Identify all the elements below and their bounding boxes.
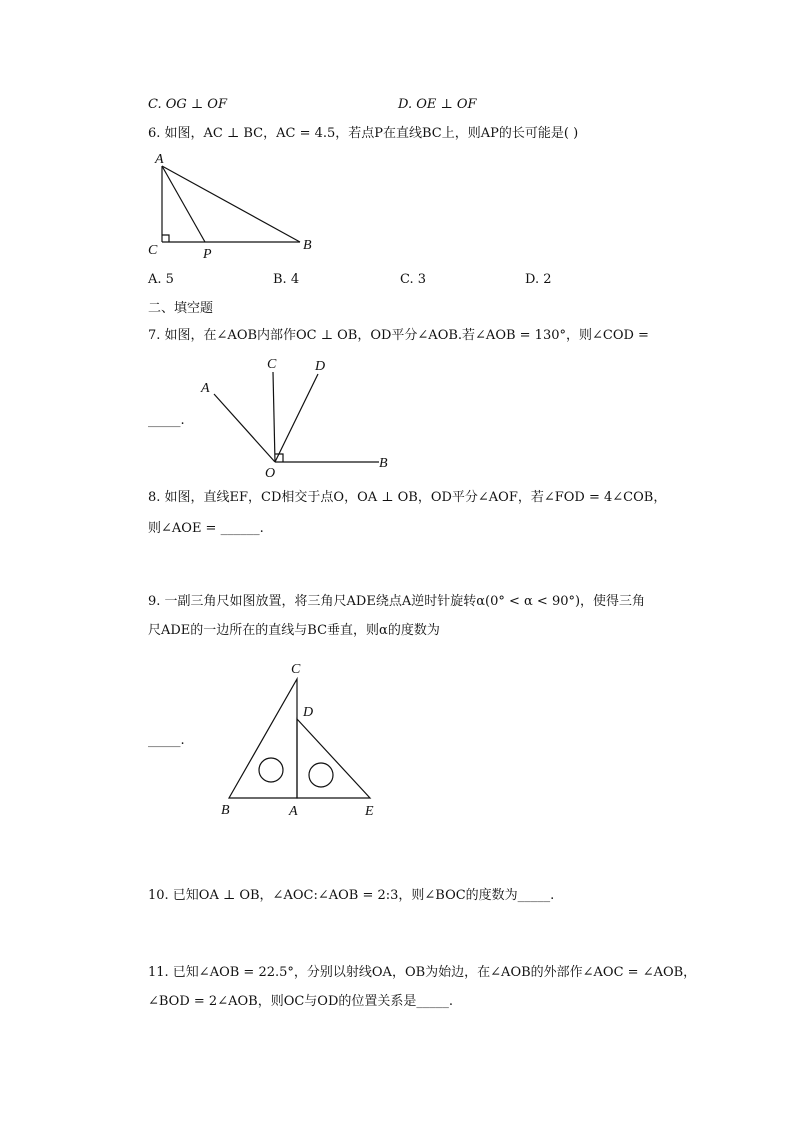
q9-label-d: D bbox=[303, 705, 314, 720]
q9-figure bbox=[215, 655, 395, 825]
q9-circle-right bbox=[309, 763, 333, 787]
q6-label-b: B bbox=[303, 238, 312, 253]
q9-label-a: A bbox=[289, 804, 298, 819]
q7-label-c: C bbox=[267, 357, 277, 372]
q7-label-a: A bbox=[201, 381, 210, 396]
q6-option-c: C. 3 bbox=[400, 272, 427, 287]
q7-stem: 7. 如图，在∠AOB内部作OC ⊥ OB，OD平分∠AOB.若∠AOB = 130°，则∠COD = bbox=[148, 328, 649, 343]
q6-stem: 6. 如图，AC ⊥ BC，AC = 4.5，若点P在直线BC上，则AP的长可能是( ) bbox=[148, 126, 579, 141]
q10-stem: 10. 已知OA ⊥ OB，∠AOC:∠AOB = 2:3，则∠BOC的度数为_____. bbox=[148, 888, 555, 903]
q7-label-b: B bbox=[379, 456, 388, 471]
q7-ray-oa bbox=[214, 394, 275, 462]
q8-line-2: 则∠AOE = ______. bbox=[148, 521, 264, 536]
q7-label-o: O bbox=[265, 466, 276, 481]
q6-option-b: B. 4 bbox=[273, 272, 300, 287]
q9-triangle-ade bbox=[297, 719, 370, 798]
q6-label-p: P bbox=[203, 247, 212, 262]
q7-label-d: D bbox=[315, 359, 326, 374]
section-title: 二、填空题 bbox=[148, 301, 214, 316]
q6-label-a: A bbox=[155, 152, 164, 167]
q9-line-2: 尺ADE的一边所在的直线与BC垂直，则α的度数为 bbox=[148, 623, 440, 638]
q6-figure bbox=[140, 148, 340, 263]
q9-line-1: 9. 一副三角尺如图放置，将三角尺ADE绕点A逆时针旋转α(0° < α < 90°)，使得三角 bbox=[148, 594, 646, 609]
q11-line-2: ∠BOD = 2∠AOB，则OC与OD的位置关系是_____. bbox=[148, 994, 454, 1009]
q6-right-angle-mark bbox=[162, 235, 169, 242]
q9-label-b: B bbox=[221, 803, 230, 818]
q8-line-1: 8. 如图，直线EF，CD相交于点O，OA ⊥ OB，OD平分∠AOF，若∠FOD = 4∠COB， bbox=[148, 490, 667, 505]
q7-blank: _____. bbox=[148, 413, 185, 428]
q9-blank: _____. bbox=[148, 733, 185, 748]
q6-option-d: D. 2 bbox=[525, 272, 552, 287]
q11-line-1: 11. 已知∠AOB = 22.5°，分别以射线OA，OB为始边，在∠AOB的外部作∠AOC = ∠AOB， bbox=[148, 965, 697, 980]
q9-triangle-abc bbox=[229, 679, 297, 798]
q9-circle-left bbox=[259, 758, 283, 782]
q6-label-c: C bbox=[148, 243, 158, 258]
q9-label-c: C bbox=[291, 662, 301, 677]
q5-option-c: C. OG ⊥ OF bbox=[148, 97, 227, 112]
q7-ray-od bbox=[275, 374, 318, 462]
q7-ray-oc bbox=[273, 372, 275, 462]
q5-option-d: D. OE ⊥ OF bbox=[398, 97, 477, 112]
q7-figure bbox=[195, 352, 395, 482]
q9-label-e: E bbox=[365, 804, 374, 819]
q6-segment-ab bbox=[162, 166, 300, 242]
q6-option-a: A. 5 bbox=[148, 272, 174, 287]
